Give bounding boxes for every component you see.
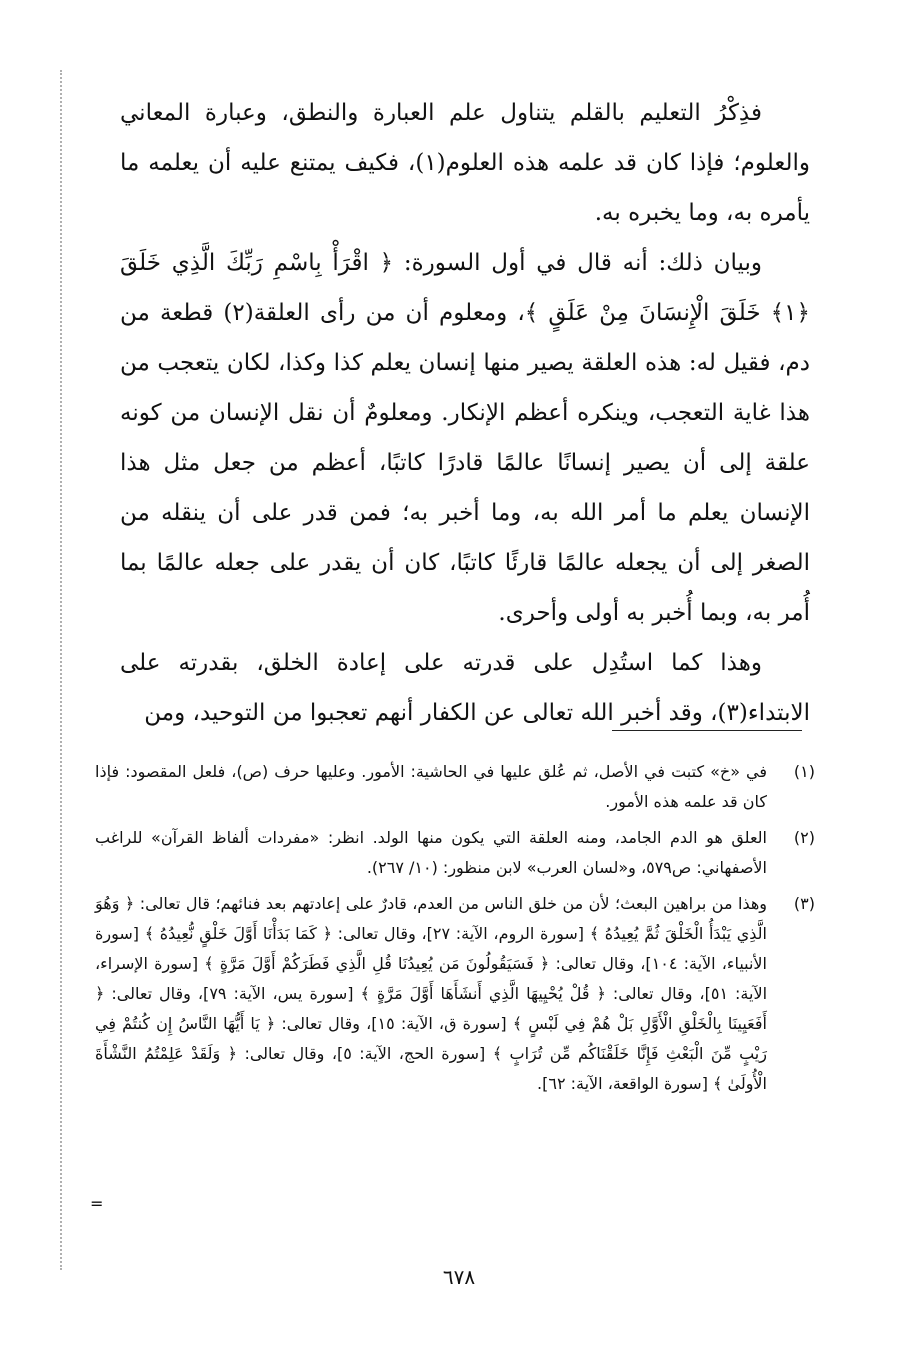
body-paragraph: وبيان ذلك: أنه قال في أول السورة: ﴿ اقْرَأْ بِاسْمِ رَبِّكَ الَّذِي خَلَقَ ﴿١﴾ خَلَقَ الْإِنسَانَ مِنْ عَلَقٍ ﴾، ومعلوم أن من رأى العلقة(٢) قطعة من دم، فقيل له: هذه العلقة يصير منها إنسان يعلم كذا وكذا، لكان يتعجب من هذا غاية التعجب، وينكره أعظم الإنكار. ومعلومٌ أن نقل الإنسان من كونه علقة إلى أن يصير إنسانًا عالمًا قادرًا كاتبًا، أعظم من جعل مثل هذا الإنسان يعلم ما أمر الله به، وما أخبر به؛ فمن قدر على أن ينقله من الصغر إلى أن يجعله عالمًا قارئًا كاتبًا، كان أن يقدر على جعله عالمًا بما أُمر به، وبما أُخبر به أولى وأحرى.	[120, 250, 811, 626]
footnotes-section	[95, 757, 815, 1105]
footnote-number: (٢)	[793, 828, 815, 847]
footnote	[95, 823, 815, 883]
body-paragraph: وهذا كما استُدِل على قدرته على إعادة الخلق، بقدرته على الابتداء(٣)، وقد أخبر الله تعالى عن الكفار أنهم تعجبوا من التوحيد، ومن	[120, 650, 810, 726]
footnote-number: (١)	[793, 762, 815, 781]
main-body-text	[120, 88, 810, 738]
continuation-mark: =	[90, 1194, 104, 1213]
body-paragraph: فذِكْرُ التعليم بالقلم يتناول علم العبارة والنطق، وعبارة المعاني والعلوم؛ فإذا كان قد علمه هذه العلوم(١)، فكيف يمتنع عليه أن يعلمه ما يأمره به، وما يخبره به.	[120, 100, 810, 226]
footnote	[95, 889, 815, 1099]
page-number: ٦٧٨	[442, 1265, 476, 1289]
footnote-number: (٣)	[793, 894, 815, 913]
footnote-text: في «خ» كتبت في الأصل، ثم عُلق عليها في الحاشية: الأمور. وعليها حرف (ص)، فلعل المقصود: فإذا كان قد علمه هذه الأمور.	[95, 762, 767, 811]
footnote	[95, 757, 815, 817]
margin-dotted-line	[60, 70, 62, 1270]
footnote-separator	[612, 730, 802, 731]
footnote-text: وهذا من براهين البعث؛ لأن من خلق الناس من العدم، قادرٌ على إعادتهم بعد فنائهم؛ قال تعالى: ﴿ وَهُوَ الَّذِي يَبْدَأُ الْخَلْقَ ثُمَّ يُعِيدُهُ ﴾ [سورة الروم، الآية: ٢٧]، وقال تعالى: ﴿ كَمَا بَدَأْنَا أَوَّلَ خَلْقٍ نُّعِيدُهُ ﴾ [سورة الأنبياء، الآية: ١٠٤]، وقال تعالى: ﴿ فَسَيَقُولُونَ مَن يُعِيدُنَا قُلِ الَّذِي فَطَرَكُمْ أَوَّلَ مَرَّةٍ ﴾ [سورة الإسراء، الآية: ٥١]، وقال تعالى: ﴿ قُلْ يُحْيِيهَا الَّذِي أَنشَأَهَا أَوَّلَ مَرَّةٍ ﴾ [سورة يس، الآية: ٧٩]، وقال تعالى: ﴿ أَفَعَيِينَا بِالْخَلْقِ الْأَوَّلِ بَلْ هُمْ فِي لَبْسٍ ﴾ [سورة ق، الآية: ١٥]، وقال تعالى: ﴿ يَا أَيُّهَا النَّاسُ إِن كُنتُمْ فِي رَيْبٍ مِّنَ الْبَعْثِ فَإِنَّا خَلَقْنَاكُم مِّن تُرَابٍ ﴾ [سورة الحج، الآية: ٥]، وقال تعالى: ﴿ وَلَقَدْ عَلِمْتُمُ النَّشْأَةَ الْأُولَىٰ ﴾ [سورة الواقعة، الآية: ٦٢].	[95, 894, 768, 1093]
footnote-text: العلق هو الدم الجامد، ومنه العلقة التي يكون منها الولد. انظر: «مفردات ألفاظ القرآن» للراغب الأصفهاني: ص٥٧٩، و«لسان العرب» لابن منظور: (١٠/ ٢٦٧).	[95, 828, 767, 877]
